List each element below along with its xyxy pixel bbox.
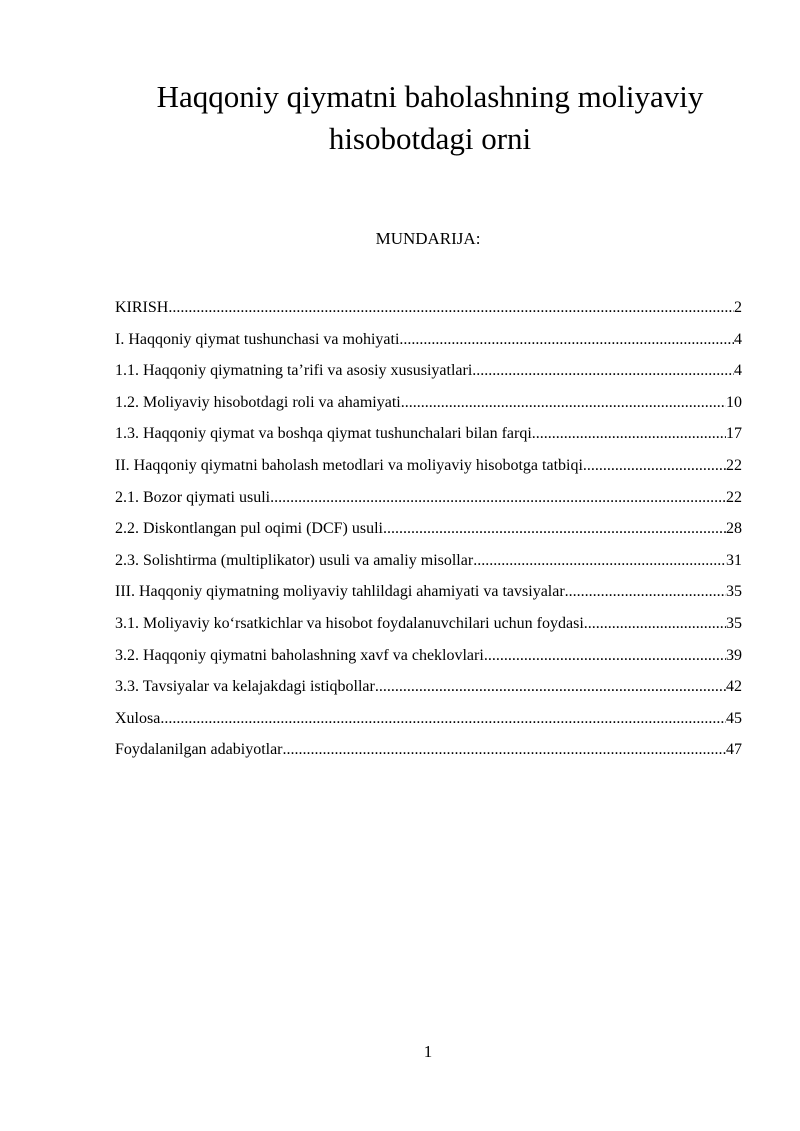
toc-entry — [115, 580, 742, 612]
toc-dot-leader — [383, 517, 726, 541]
toc-entry-title: 3.3. Tavsiyalar va kelajakdagi istiqbollar — [115, 678, 375, 696]
toc-entry-title: Foydalanilgan adabiyotlar — [115, 741, 283, 759]
toc-entry-page: 35 — [726, 614, 742, 632]
toc-dot-leader — [375, 675, 726, 699]
toc-entry — [115, 391, 742, 423]
toc-entry-title: 1.3. Haqqoniy qiymat va boshqa qiymat tushunchalari bilan farqi — [115, 425, 532, 443]
toc-dot-leader — [583, 454, 726, 478]
toc-entry-page: 10 — [726, 393, 742, 411]
toc-entry-title: 2.2. Diskontlangan pul oqimi (DCF) usuli — [115, 520, 383, 538]
document-title: Haqqoniy qiymatni baholashning moliyaviy hisobotdagi orni — [156, 79, 704, 156]
toc-entry — [115, 675, 742, 707]
toc-entry-page: 42 — [726, 678, 742, 696]
toc-dot-leader — [270, 486, 726, 510]
toc-entry-page: 4 — [734, 362, 742, 380]
toc-entry-page: 22 — [726, 488, 742, 506]
toc-entry-title: I. Haqqoniy qiymat tushunchasi va mohiyati — [115, 330, 400, 348]
table-of-contents — [115, 296, 742, 770]
toc-entry — [115, 486, 742, 518]
toc-entry — [115, 738, 742, 770]
toc-entry-title: II. Haqqoniy qiymatni baholash metodlari va moliyaviy hisobotga tatbiqi — [115, 456, 583, 474]
toc-entry-title: 1.1. Haqqoniy qiymatning ta’rifi va asosiy xususiyatlari — [115, 362, 473, 380]
toc-entry-page: 28 — [726, 520, 742, 538]
toc-entry-title: KIRISH — [115, 299, 169, 316]
toc-entry-title: 2.3. Solishtirma (multiplikator) usuli va amaliy misollar — [115, 551, 474, 569]
toc-entry-page: 17 — [726, 425, 742, 443]
page-number: 1 — [423, 1042, 433, 1061]
toc-dot-leader — [168, 296, 734, 320]
toc-entry — [115, 612, 742, 644]
toc-entry — [115, 517, 742, 549]
toc-entry-title: 2.1. Bozor qiymati usuli — [115, 488, 271, 506]
toc-entry-page: 35 — [726, 583, 742, 601]
toc-entry — [115, 328, 742, 360]
toc-entry — [115, 296, 742, 328]
toc-entry-page: 4 — [734, 330, 742, 348]
toc-dot-leader — [532, 422, 726, 446]
toc-entry — [115, 454, 742, 486]
toc-entry-page: 47 — [726, 741, 742, 759]
toc-dot-leader — [565, 580, 726, 604]
toc-entry — [115, 422, 742, 454]
toc-entry-title: 3.1. Moliyaviy ko‘rsatkichlar va hisobot foydalanuvchilari uchun foydasi — [115, 614, 584, 632]
toc-entry — [115, 549, 742, 581]
toc-entry-title: III. Haqqoniy qiymatning moliyaviy tahlildagi ahamiyati va tavsiyalar — [115, 583, 565, 601]
toc-dot-leader — [472, 359, 734, 383]
toc-entry-page: 39 — [726, 646, 742, 664]
toc-dot-leader — [473, 549, 726, 573]
toc-entry — [115, 644, 742, 676]
toc-entry-page: 31 — [726, 551, 742, 569]
toc-entry — [115, 359, 742, 391]
toc-entry-page: 22 — [726, 456, 742, 474]
toc-entry-page: 2 — [734, 299, 742, 316]
toc-dot-leader — [584, 612, 726, 636]
toc-dot-leader — [484, 644, 726, 668]
toc-dot-leader — [283, 738, 726, 762]
toc-entry-title: 1.2. Moliyaviy hisobotdagi roli va ahamiyati — [115, 393, 401, 411]
toc-heading: MUNDARIJA: — [375, 229, 481, 248]
toc-dot-leader — [160, 707, 726, 731]
toc-entry-page: 45 — [726, 709, 742, 727]
toc-entry-title: 3.2. Haqqoniy qiymatni baholashning xavf va cheklovlari — [115, 646, 484, 664]
toc-entry-title: Xulosa — [115, 709, 161, 727]
toc-dot-leader — [401, 391, 726, 415]
toc-entry — [115, 707, 742, 739]
toc-dot-leader — [399, 328, 734, 352]
